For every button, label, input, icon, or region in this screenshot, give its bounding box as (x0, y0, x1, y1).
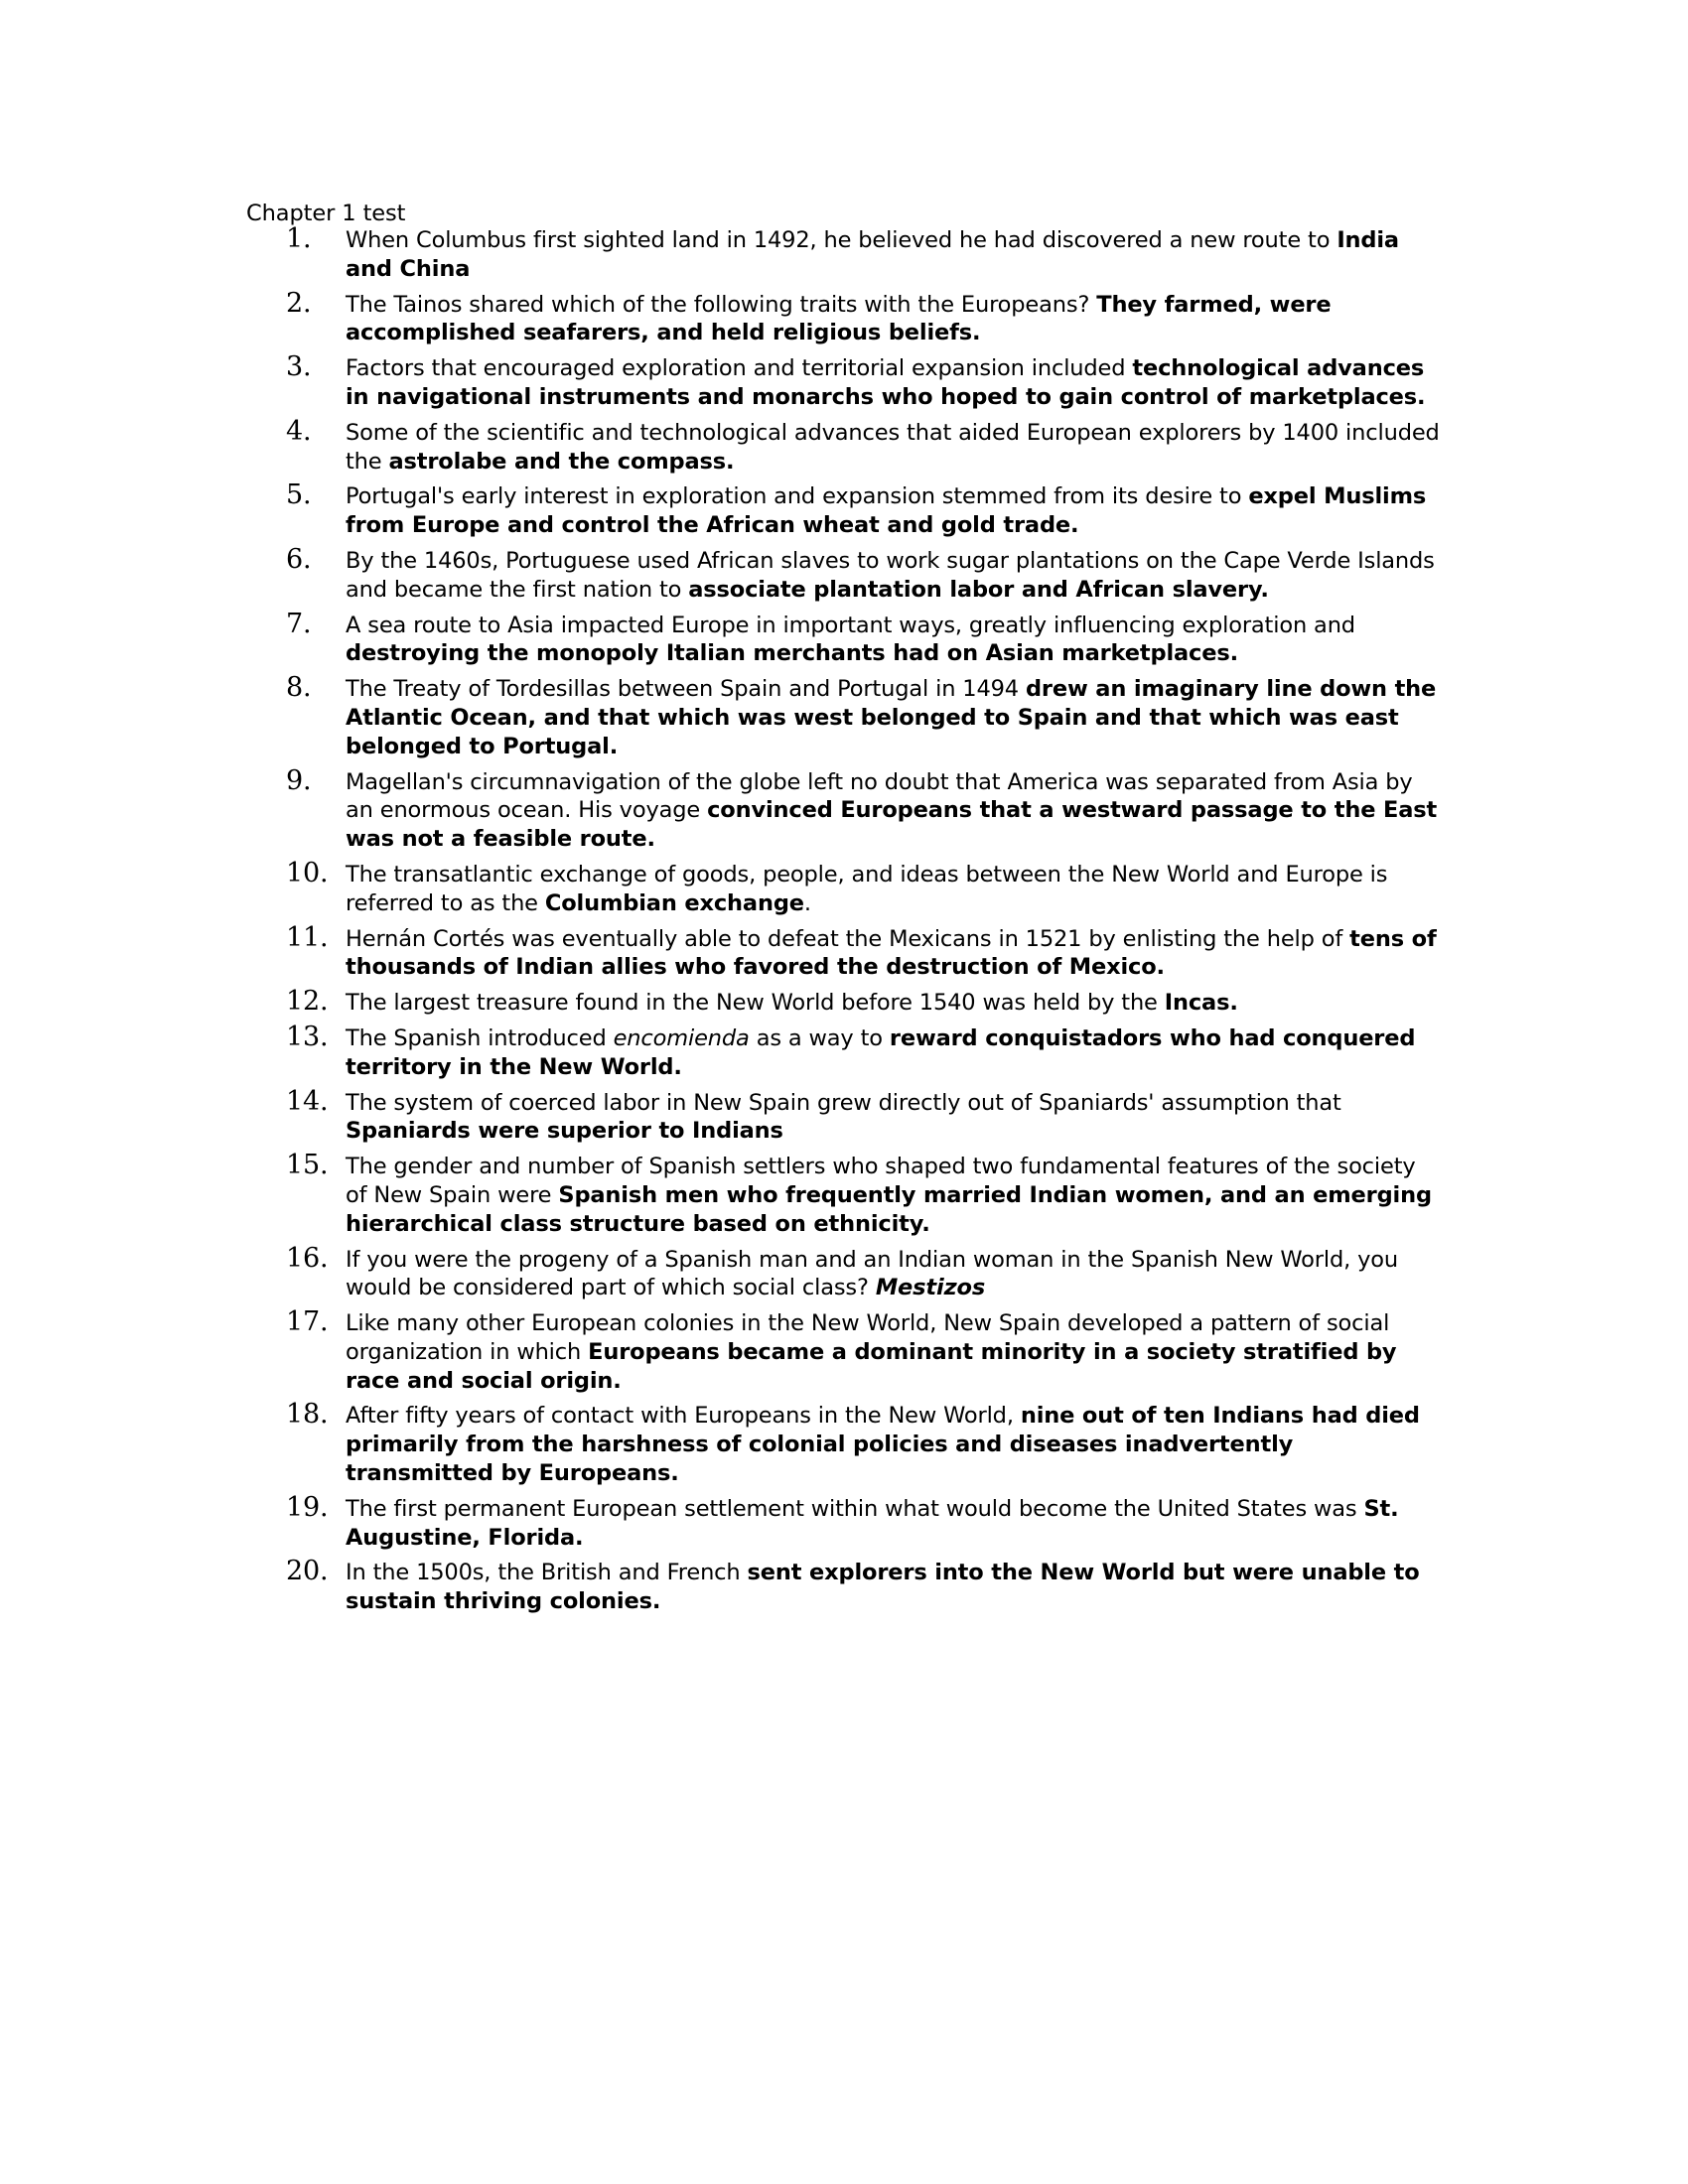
question-text: By the 1460s, Portuguese used African slaves to work sugar plantations on the Cape Verde Islands and became the first nation to (346, 547, 1435, 603)
question-item (0, 1491, 1441, 1553)
question-text: Hernán Cortés was eventually able to defeat the Mexicans in 1521 by enlisting the help of (346, 925, 1350, 952)
answer-text: reward conquistadors who had conquered territory in the New World. (346, 1024, 1416, 1080)
question-text: as a way to (749, 1024, 890, 1051)
question-number: 18. (286, 1399, 329, 1431)
question-number: 9. (286, 764, 312, 796)
question-text: When Columbus first sighted land in 1492, he believed he had discovered a new route to (346, 227, 1337, 253)
question-number: 16. (286, 1242, 329, 1274)
answer-text: technological advances in navigational instruments and monarchs who hoped to gain control of marketplaces. (346, 355, 1426, 410)
answer-text: associate plantation labor and African slavery. (688, 576, 1269, 603)
question-text: The gender and number of Spanish settlers who shaped two fundamental features of the society of New Spain were (346, 1154, 1416, 1208)
question-item (0, 287, 1441, 348)
answer-text: Europeans became a dominant minority in a society stratified by race and social origin. (346, 1338, 1397, 1394)
answer-text: Incas. (1164, 990, 1238, 1017)
question-number: 1. (286, 223, 312, 254)
answer-text: St. Augustine, Florida. (346, 1495, 1399, 1551)
question-item (0, 223, 1441, 284)
question-text: If you were the progeny of a Spanish man and an Indian woman in the Spanish New World, you would be considered part of which social class? (346, 1246, 1399, 1301)
question-item (0, 415, 1441, 477)
answer-text: Columbian exchange (544, 889, 804, 916)
question-item (0, 672, 1441, 760)
question-item (0, 1306, 1441, 1395)
answer-text: Spanish men who frequently married Indian women, and an emerging hierarchical class structure based on ethnicity. (346, 1181, 1432, 1237)
question-number: 10. (286, 857, 329, 888)
question-item (0, 986, 1441, 1018)
question-text: The largest treasure found in the New World before 1540 was held by the (346, 990, 1165, 1017)
question-item (0, 479, 1441, 540)
question-number: 2. (286, 287, 312, 319)
answer-text: astrolabe and the compass. (388, 448, 735, 475)
question-item (0, 857, 1441, 918)
question-item (0, 1085, 1441, 1147)
question-item (0, 1242, 1441, 1303)
question-item (0, 764, 1441, 854)
question-number: 7. (286, 608, 312, 639)
answer-text: sent explorers into the New World but were unable to sustain thriving colonies. (346, 1560, 1420, 1615)
answer-text: They farmed, were accomplished seafarers, and held religious beliefs. (346, 291, 1332, 346)
answer-text: nine out of ten Indians had died primarily from the harshness of colonial policies and diseases inadvertently transmitted by Europeans. (346, 1403, 1420, 1487)
answer-text: Spaniards were superior to Indians (346, 1118, 783, 1145)
question-item (0, 1150, 1441, 1238)
question-number: 8. (286, 672, 312, 704)
question-text: In the 1500s, the British and French (346, 1560, 748, 1586)
question-text: Like many other European colonies in the New World, New Spain developed a pattern of social organization in which (346, 1310, 1390, 1365)
question-text: Factors that encouraged exploration and territorial expansion included (346, 355, 1133, 382)
question-item (0, 1556, 1441, 1616)
question-text: . (803, 889, 811, 916)
question-number: 3. (286, 351, 312, 383)
answer-text: destroying the monopoly Italian merchants had on Asian marketplaces. (346, 640, 1238, 667)
question-item (0, 921, 1441, 983)
answer-text: India and China (346, 227, 1399, 282)
answer-text: encomienda (613, 1024, 750, 1051)
question-number: 17. (286, 1306, 329, 1338)
document-title: Chapter 1 test (246, 201, 406, 226)
question-text: The Treaty of Tordesillas between Spain and Portugal in 1494 (346, 676, 1026, 703)
question-number: 19. (286, 1491, 329, 1523)
question-text: Some of the scientific and technological advances that aided European explorers by 1400 included the (346, 419, 1440, 475)
answer-text: expel Muslims from Europe and control the African wheat and gold trade. (346, 483, 1427, 539)
question-item (0, 1021, 1441, 1082)
answer-text: drew an imaginary line down the Atlantic Ocean, and that which was west belonged to Spain and that which was east belonged to Portugal. (346, 676, 1437, 759)
question-item (0, 608, 1441, 669)
question-text: The Tainos shared which of the following traits with the Europeans? (346, 291, 1097, 318)
question-number: 5. (286, 479, 312, 511)
question-item (0, 351, 1441, 412)
answer-text: Mestizos (875, 1275, 986, 1301)
question-text: The Spanish introduced (346, 1024, 614, 1051)
question-text: A sea route to Asia impacted Europe in important ways, greatly influencing exploration and (346, 612, 1355, 638)
question-text: The transatlantic exchange of goods, people, and ideas between the New World and Europe is referred to as the (346, 861, 1388, 916)
question-text: Magellan's circumnavigation of the globe left no doubt that America was separated from Asia by an enormous ocean. His voyage (346, 768, 1413, 824)
question-item (0, 1399, 1441, 1487)
question-item (0, 543, 1441, 605)
question-number: 13. (286, 1021, 329, 1052)
question-list (0, 223, 1688, 1623)
question-text: The system of coerced labor in New Spain grew directly out of Spaniards' assumption that (346, 1089, 1341, 1116)
question-text: Portugal's early interest in exploration and expansion stemmed from its desire to (346, 483, 1249, 510)
question-number: 4. (286, 415, 312, 447)
question-number: 14. (286, 1085, 329, 1117)
question-text: After fifty years of contact with Europeans in the New World, (346, 1403, 1021, 1430)
question-number: 15. (286, 1150, 329, 1181)
question-number: 6. (286, 543, 312, 575)
question-number: 11. (286, 921, 329, 953)
question-number: 12. (286, 986, 329, 1018)
question-number: 20. (286, 1556, 329, 1587)
question-text: The first permanent European settlement within what would become the United States was (346, 1495, 1364, 1522)
answer-text: tens of thousands of Indian allies who favored the destruction of Mexico. (346, 925, 1437, 981)
answer-text: convinced Europeans that a westward passage to the East was not a feasible route. (346, 797, 1438, 853)
